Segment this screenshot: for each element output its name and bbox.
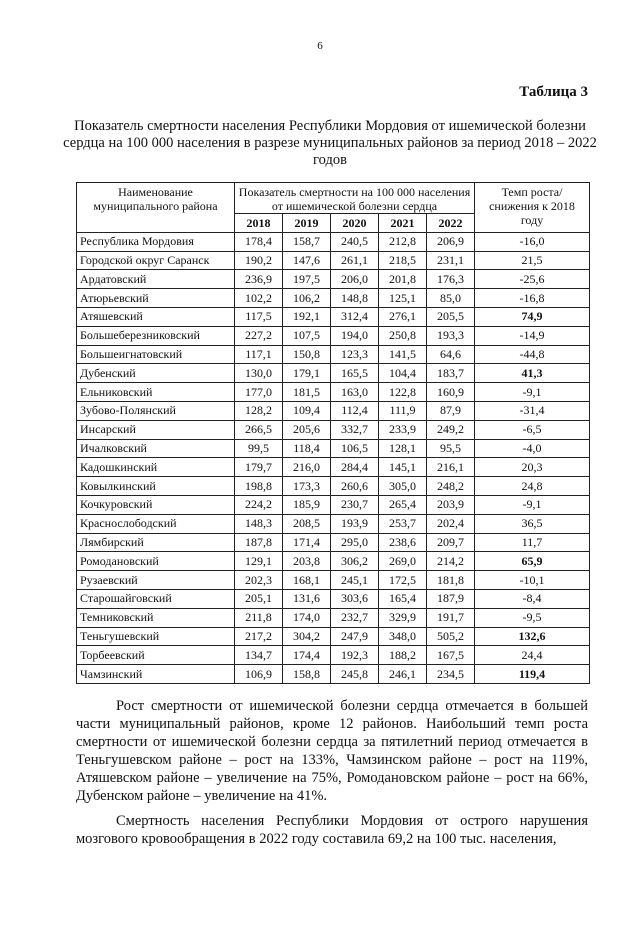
value-2018-cell: 224,2 — [235, 495, 283, 514]
value-2018-cell: 128,2 — [235, 401, 283, 420]
value-2021-cell: 145,1 — [379, 458, 427, 477]
growth-rate-cell: -31,4 — [475, 401, 590, 420]
table-row — [77, 495, 590, 514]
district-name-cell: Чамзинский — [77, 665, 235, 684]
table-row — [77, 514, 590, 533]
table-row — [77, 477, 590, 496]
value-2019-cell: 216,0 — [283, 458, 331, 477]
value-2021-cell: 218,5 — [379, 251, 427, 270]
district-name-cell: Теньгушевский — [77, 627, 235, 646]
value-2020-cell: 148,8 — [331, 289, 379, 308]
value-2022-cell: 183,7 — [427, 364, 475, 383]
table-row — [77, 401, 590, 420]
value-2020-cell: 123,3 — [331, 345, 379, 364]
value-2018-cell: 202,3 — [235, 571, 283, 590]
value-2022-cell: 193,3 — [427, 326, 475, 345]
value-2018-cell: 177,0 — [235, 383, 283, 402]
value-2019-cell: 171,4 — [283, 533, 331, 552]
value-2021-cell: 238,6 — [379, 533, 427, 552]
value-2018-cell: 117,5 — [235, 307, 283, 326]
header-year: 2020 — [331, 214, 379, 233]
value-2018-cell: 187,8 — [235, 533, 283, 552]
value-2018-cell: 99,5 — [235, 439, 283, 458]
value-2021-cell: 125,1 — [379, 289, 427, 308]
growth-rate-cell: -14,9 — [475, 326, 590, 345]
value-2022-cell: 176,3 — [427, 270, 475, 289]
value-2018-cell: 227,2 — [235, 326, 283, 345]
value-2022-cell: 205,5 — [427, 307, 475, 326]
district-name-cell: Рузаевский — [77, 571, 235, 590]
value-2022-cell: 167,5 — [427, 646, 475, 665]
value-2018-cell: 217,2 — [235, 627, 283, 646]
district-name-cell: Торбеевский — [77, 646, 235, 665]
value-2019-cell: 179,1 — [283, 364, 331, 383]
value-2021-cell: 165,4 — [379, 589, 427, 608]
table-row — [77, 232, 590, 251]
growth-rate-cell: 11,7 — [475, 533, 590, 552]
value-2020-cell: 194,0 — [331, 326, 379, 345]
header-growth-rate: Темп роста/снижения к 2018 году — [475, 183, 590, 233]
growth-rate-cell: 36,5 — [475, 514, 590, 533]
table-row — [77, 251, 590, 270]
header-year: 2022 — [427, 214, 475, 233]
table-row — [77, 289, 590, 308]
value-2020-cell: 284,4 — [331, 458, 379, 477]
header-indicator: Показатель смертности на 100 000 населения от ишемической болезни сердца — [235, 183, 475, 214]
value-2021-cell: 253,7 — [379, 514, 427, 533]
value-2020-cell: 247,9 — [331, 627, 379, 646]
value-2021-cell: 265,4 — [379, 495, 427, 514]
table-label: Таблица 3 — [519, 84, 588, 100]
growth-rate-cell: 132,6 — [475, 627, 590, 646]
value-2019-cell: 118,4 — [283, 439, 331, 458]
value-2022-cell: 206,9 — [427, 232, 475, 251]
district-name-cell: Атюрьевский — [77, 289, 235, 308]
table-row — [77, 270, 590, 289]
value-2019-cell: 173,3 — [283, 477, 331, 496]
value-2022-cell: 95,5 — [427, 439, 475, 458]
district-name-cell: Ичалковский — [77, 439, 235, 458]
value-2019-cell: 158,7 — [283, 232, 331, 251]
value-2022-cell: 160,9 — [427, 383, 475, 402]
value-2019-cell: 181,5 — [283, 383, 331, 402]
value-2020-cell: 240,5 — [331, 232, 379, 251]
value-2020-cell: 163,0 — [331, 383, 379, 402]
value-2018-cell: 179,7 — [235, 458, 283, 477]
value-2018-cell: 198,8 — [235, 477, 283, 496]
value-2022-cell: 85,0 — [427, 289, 475, 308]
growth-rate-cell: 24,4 — [475, 646, 590, 665]
value-2019-cell: 109,4 — [283, 401, 331, 420]
district-name-cell: Инсарский — [77, 420, 235, 439]
growth-rate-cell: 24,8 — [475, 477, 590, 496]
value-2019-cell: 192,1 — [283, 307, 331, 326]
district-name-cell: Ковылкинский — [77, 477, 235, 496]
value-2019-cell: 304,2 — [283, 627, 331, 646]
value-2022-cell: 64,6 — [427, 345, 475, 364]
value-2021-cell: 348,0 — [379, 627, 427, 646]
value-2020-cell: 206,0 — [331, 270, 379, 289]
district-name-cell: Ельниковский — [77, 383, 235, 402]
value-2021-cell: 201,8 — [379, 270, 427, 289]
value-2018-cell: 236,9 — [235, 270, 283, 289]
value-2019-cell: 185,9 — [283, 495, 331, 514]
header-district-name: Наименование муниципального района — [77, 183, 235, 233]
value-2019-cell: 203,8 — [283, 552, 331, 571]
growth-rate-cell: -10,1 — [475, 571, 590, 590]
value-2022-cell: 505,2 — [427, 627, 475, 646]
value-2021-cell: 233,9 — [379, 420, 427, 439]
header-year: 2021 — [379, 214, 427, 233]
district-name-cell: Большеберезниковский — [77, 326, 235, 345]
value-2020-cell: 245,8 — [331, 665, 379, 684]
value-2018-cell: 211,8 — [235, 608, 283, 627]
value-2020-cell: 112,4 — [331, 401, 379, 420]
paragraph: Смертность населения Республики Мордовия от острого нарушения мозгового кровообращения в 2022 году составила 69,2 на 100 тыс. населения, — [76, 813, 588, 847]
page-number: 6 — [317, 40, 323, 52]
district-name-cell: Атяшевский — [77, 307, 235, 326]
growth-rate-cell: -16,8 — [475, 289, 590, 308]
district-name-cell: Темниковский — [77, 608, 235, 627]
growth-rate-cell: -4,0 — [475, 439, 590, 458]
value-2022-cell: 187,9 — [427, 589, 475, 608]
district-name-cell: Ромодановский — [77, 552, 235, 571]
value-2018-cell: 266,5 — [235, 420, 283, 439]
value-2022-cell: 249,2 — [427, 420, 475, 439]
value-2019-cell: 150,8 — [283, 345, 331, 364]
district-name-cell: Лямбирский — [77, 533, 235, 552]
value-2018-cell: 178,4 — [235, 232, 283, 251]
value-2022-cell: 216,1 — [427, 458, 475, 477]
value-2021-cell: 250,8 — [379, 326, 427, 345]
value-2021-cell: 246,1 — [379, 665, 427, 684]
value-2022-cell: 231,1 — [427, 251, 475, 270]
value-2022-cell: 234,5 — [427, 665, 475, 684]
value-2020-cell: 193,9 — [331, 514, 379, 533]
value-2022-cell: 203,9 — [427, 495, 475, 514]
value-2018-cell: 106,9 — [235, 665, 283, 684]
district-name-cell: Старошайговский — [77, 589, 235, 608]
value-2021-cell: 329,9 — [379, 608, 427, 627]
value-2022-cell: 181,8 — [427, 571, 475, 590]
value-2020-cell: 260,6 — [331, 477, 379, 496]
value-2019-cell: 131,6 — [283, 589, 331, 608]
value-2022-cell: 248,2 — [427, 477, 475, 496]
growth-rate-cell: -8,4 — [475, 589, 590, 608]
table-row — [77, 439, 590, 458]
table-row — [77, 608, 590, 627]
value-2021-cell: 128,1 — [379, 439, 427, 458]
growth-rate-cell: -9,1 — [475, 383, 590, 402]
table-row — [77, 458, 590, 477]
district-name-cell: Краснослободский — [77, 514, 235, 533]
table-row — [77, 326, 590, 345]
value-2018-cell: 102,2 — [235, 289, 283, 308]
value-2021-cell: 122,8 — [379, 383, 427, 402]
growth-rate-cell: -16,0 — [475, 232, 590, 251]
growth-rate-cell: -9,1 — [475, 495, 590, 514]
value-2020-cell: 165,5 — [331, 364, 379, 383]
table-row — [77, 345, 590, 364]
value-2019-cell: 208,5 — [283, 514, 331, 533]
value-2020-cell: 261,1 — [331, 251, 379, 270]
district-name-cell: Ардатовский — [77, 270, 235, 289]
district-name-cell: Городской округ Саранск — [77, 251, 235, 270]
value-2021-cell: 276,1 — [379, 307, 427, 326]
table-row — [77, 533, 590, 552]
value-2021-cell: 188,2 — [379, 646, 427, 665]
value-2020-cell: 332,7 — [331, 420, 379, 439]
district-name-cell: Республика Мордовия — [77, 232, 235, 251]
district-name-cell: Кадошкинский — [77, 458, 235, 477]
value-2019-cell: 106,2 — [283, 289, 331, 308]
value-2020-cell: 295,0 — [331, 533, 379, 552]
table-row — [77, 552, 590, 571]
mortality-table — [76, 182, 590, 684]
growth-rate-cell: 20,3 — [475, 458, 590, 477]
value-2021-cell: 111,9 — [379, 401, 427, 420]
value-2020-cell: 303,6 — [331, 589, 379, 608]
value-2021-cell: 269,0 — [379, 552, 427, 571]
growth-rate-cell: 119,4 — [475, 665, 590, 684]
value-2019-cell: 168,1 — [283, 571, 331, 590]
growth-rate-cell: -6,5 — [475, 420, 590, 439]
value-2020-cell: 306,2 — [331, 552, 379, 571]
growth-rate-cell: -44,8 — [475, 345, 590, 364]
growth-rate-cell: -25,6 — [475, 270, 590, 289]
district-name-cell: Зубово-Полянский — [77, 401, 235, 420]
value-2021-cell: 305,0 — [379, 477, 427, 496]
value-2020-cell: 245,1 — [331, 571, 379, 590]
value-2018-cell: 134,7 — [235, 646, 283, 665]
body-text — [76, 697, 588, 848]
value-2021-cell: 172,5 — [379, 571, 427, 590]
header-year: 2019 — [283, 214, 331, 233]
value-2018-cell: 129,1 — [235, 552, 283, 571]
value-2022-cell: 214,2 — [427, 552, 475, 571]
value-2021-cell: 104,4 — [379, 364, 427, 383]
value-2019-cell: 174,4 — [283, 646, 331, 665]
value-2019-cell: 147,6 — [283, 251, 331, 270]
value-2019-cell: 197,5 — [283, 270, 331, 289]
growth-rate-cell: 41,3 — [475, 364, 590, 383]
value-2022-cell: 87,9 — [427, 401, 475, 420]
value-2020-cell: 230,7 — [331, 495, 379, 514]
district-name-cell: Кочкуровский — [77, 495, 235, 514]
value-2022-cell: 202,4 — [427, 514, 475, 533]
value-2021-cell: 141,5 — [379, 345, 427, 364]
table-row — [77, 307, 590, 326]
value-2022-cell: 209,7 — [427, 533, 475, 552]
table-caption: Показатель смертности населения Республики Мордовия от ишемической болезни сердца на 100 000 населения в разрезе муниципальных районов за период 2018 – 2022 годов — [63, 118, 597, 168]
value-2021-cell: 212,8 — [379, 232, 427, 251]
value-2019-cell: 174,0 — [283, 608, 331, 627]
value-2020-cell: 192,3 — [331, 646, 379, 665]
table-row — [77, 383, 590, 402]
value-2022-cell: 191,7 — [427, 608, 475, 627]
value-2018-cell: 205,1 — [235, 589, 283, 608]
table-row — [77, 665, 590, 684]
paragraph: Рост смертности от ишемической болезни сердца отмечается в большей части муниципальный районов, кроме 12 районов. Наибольший темп роста смертности от ишемической болезни сердца за пятилетний период отмечается в Теньгушевском районе – рост на 133%, Чамзинском районе – рост на 119%, Атяшевском районе – увеличение на 75%, Ромодановском районе – рост на 66%, Дубенском районе – увеличение на 41%. — [76, 698, 588, 804]
table-row — [77, 571, 590, 590]
value-2018-cell: 148,3 — [235, 514, 283, 533]
growth-rate-cell: -9,5 — [475, 608, 590, 627]
value-2018-cell: 117,1 — [235, 345, 283, 364]
value-2020-cell: 312,4 — [331, 307, 379, 326]
value-2020-cell: 232,7 — [331, 608, 379, 627]
value-2019-cell: 205,6 — [283, 420, 331, 439]
value-2020-cell: 106,5 — [331, 439, 379, 458]
table-row — [77, 420, 590, 439]
growth-rate-cell: 65,9 — [475, 552, 590, 571]
table-row — [77, 364, 590, 383]
district-name-cell: Большеигнатовский — [77, 345, 235, 364]
header-year: 2018 — [235, 214, 283, 233]
district-name-cell: Дубенский — [77, 364, 235, 383]
table-row — [77, 646, 590, 665]
table-row — [77, 627, 590, 646]
growth-rate-cell: 74,9 — [475, 307, 590, 326]
value-2019-cell: 158,8 — [283, 665, 331, 684]
table-row — [77, 589, 590, 608]
value-2018-cell: 190,2 — [235, 251, 283, 270]
value-2019-cell: 107,5 — [283, 326, 331, 345]
growth-rate-cell: 21,5 — [475, 251, 590, 270]
value-2018-cell: 130,0 — [235, 364, 283, 383]
